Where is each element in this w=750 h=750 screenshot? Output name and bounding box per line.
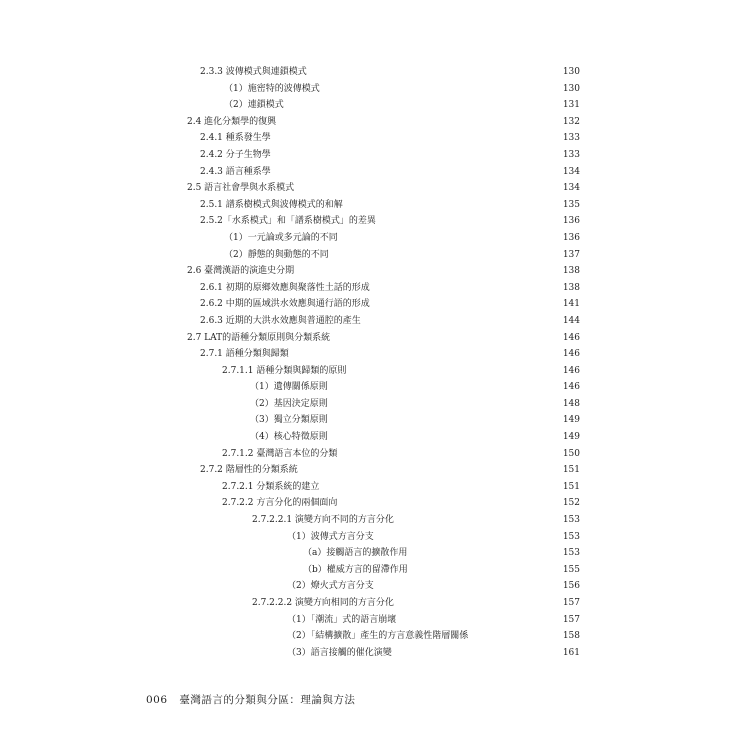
toc-entry-title: （a）接觸語言的擴散作用	[303, 548, 408, 559]
toc-entry	[180, 412, 580, 429]
toc-entry-title: 2.7.1 語種分類與歸類	[200, 349, 289, 360]
toc-entry-page: 136	[562, 216, 580, 227]
toc-entry-title: 2.6 臺灣漢語的演進史分期	[187, 266, 295, 277]
toc-entry-page: 157	[562, 598, 580, 608]
toc-entry-title: （2）「結構擴散」產生的方言意義性階層關係	[287, 631, 469, 642]
toc-entry	[180, 479, 580, 496]
toc-entry-title: 2.7.1.1 語種分類與歸類的原則	[222, 365, 347, 376]
toc-entry-title: 2.4 進化分類學的復興	[187, 116, 277, 127]
toc-entry	[180, 263, 580, 280]
toc-entry-page: 131	[562, 100, 580, 111]
toc-entry	[180, 645, 580, 662]
toc-entry-title: （2）靜態的與動態的不同	[224, 249, 329, 260]
toc-entry	[180, 197, 580, 214]
toc-entry	[180, 230, 580, 247]
toc-entry-page: 146	[562, 365, 580, 376]
toc-entry	[180, 97, 580, 114]
toc-entry	[180, 628, 580, 645]
toc-entry-page: 161	[562, 647, 580, 658]
toc-entry	[180, 379, 580, 396]
toc-entry-title: 2.6.2 中期的區域洪水效應與通行語的形成	[200, 299, 370, 310]
toc-entry-page: 133	[562, 149, 580, 160]
toc-entry-title: 2.3.3 波傳模式與連鎖模式	[200, 67, 307, 77]
toc-entry	[180, 363, 580, 380]
toc-entry-title: （1）一元論或多元論的不同	[224, 232, 338, 243]
toc-entry-page: 132	[562, 116, 580, 127]
toc-entry-page: 157	[562, 614, 580, 625]
toc-entry-title: 2.7.1.2 臺灣語言本位的分類	[222, 448, 338, 459]
toc-entry-page: 144	[562, 315, 580, 326]
toc-entry-title: 2.5.2「水系模式」和「譜系樹模式」的差異	[200, 216, 376, 227]
toc-entry-title: 2.7.2.1 分類系統的建立	[222, 481, 320, 492]
toc-entry-title: 2.4.1 種系發生學	[200, 133, 271, 144]
toc-entry	[180, 164, 580, 181]
toc-entry-page: 137	[562, 249, 580, 260]
toc-entry-page: 134	[562, 166, 580, 177]
toc-entry-title: （3）語言接觸的催化演變	[287, 647, 392, 658]
toc-entry	[180, 446, 580, 463]
toc-entry-page: 149	[562, 415, 580, 426]
toc-entry	[180, 346, 580, 363]
toc-entry	[180, 595, 580, 612]
toc-entry	[180, 612, 580, 629]
toc-entry	[180, 495, 580, 512]
toc-entry	[180, 429, 580, 446]
toc-entry-page: 138	[562, 266, 580, 277]
toc-entry	[180, 562, 580, 579]
toc-entry-page: 153	[562, 515, 580, 526]
toc-entry-title: 2.7 LAT的語種分類原則與分類系統	[187, 332, 331, 343]
toc-entry	[180, 147, 580, 164]
toc-entry	[180, 462, 580, 479]
toc-entry-page: 148	[562, 398, 580, 409]
toc-entry-page: 134	[562, 183, 580, 194]
toc-entry	[180, 64, 580, 81]
toc-entry	[180, 296, 580, 313]
toc-entry-title: （1）施密特的波傳模式	[224, 83, 320, 94]
toc-entry	[180, 180, 580, 197]
toc-entry	[180, 545, 580, 562]
table-of-contents	[180, 64, 580, 661]
toc-entry-page: 133	[562, 133, 580, 144]
page-footer	[146, 692, 355, 707]
toc-entry-page: 153	[562, 531, 580, 542]
footer-page-number: 006	[146, 694, 168, 706]
toc-entry-page: 146	[562, 332, 580, 343]
toc-entry-page: 146	[562, 349, 580, 360]
toc-entry	[180, 512, 580, 529]
toc-entry	[180, 81, 580, 98]
toc-entry-page: 153	[562, 548, 580, 559]
toc-entry-title: （1）「潮流」式的語言崩壞	[287, 614, 397, 625]
toc-entry-page: 135	[562, 199, 580, 210]
toc-entry-title: 2.7.2 階層性的分類系統	[200, 465, 298, 476]
toc-entry-title: （2）基因決定原則	[250, 398, 328, 409]
toc-entry-title: 2.4.3 語言種系學	[200, 166, 271, 177]
toc-entry-title: （2）連鎖模式	[224, 100, 284, 111]
toc-entry-title: 2.7.2.2.2 演變方向相同的方言分化	[252, 598, 394, 608]
toc-entry-title: 2.4.2 分子生物學	[200, 149, 271, 160]
toc-entry-title: 2.7.2.2.1 演變方向不同的方言分化	[252, 515, 394, 526]
toc-entry-title: （1）遺傳關係原則	[250, 382, 328, 393]
toc-entry-page: 141	[562, 299, 580, 310]
toc-entry-title: 2.5.1 譜系樹模式與波傳模式的和解	[200, 199, 343, 210]
toc-entry-title: （4）核心特徵原則	[250, 432, 328, 443]
toc-entry-title: 2.6.1 初期的原鄉效應與聚落性土話的形成	[200, 282, 370, 293]
toc-entry	[180, 529, 580, 546]
toc-entry	[180, 213, 580, 230]
toc-entry-page: 151	[562, 465, 580, 476]
toc-entry	[180, 396, 580, 413]
footer-book-title: 臺灣語言的分類與分區：理論與方法	[179, 694, 356, 706]
toc-entry-page: 146	[562, 382, 580, 393]
toc-entry-title: （1）波傳式方言分支	[287, 531, 374, 542]
toc-entry-page: 149	[562, 432, 580, 443]
toc-entry-page: 158	[562, 631, 580, 642]
toc-entry-page: 151	[562, 481, 580, 492]
toc-entry-title: 2.5 語言社會學與水系模式	[187, 183, 295, 194]
toc-entry	[180, 578, 580, 595]
toc-entry-page: 150	[562, 448, 580, 459]
toc-entry	[180, 130, 580, 147]
toc-entry-title: （2）燎火式方言分支	[287, 581, 374, 592]
toc-entry-page: 156	[562, 581, 580, 592]
toc-entry-page: 136	[562, 232, 580, 243]
toc-entry-page: 130	[562, 83, 580, 94]
toc-entry-title: （3）獨立分類原則	[250, 415, 328, 426]
toc-entry	[180, 247, 580, 264]
toc-entry	[180, 330, 580, 347]
toc-entry-title: （b）權威方言的留滯作用	[303, 564, 408, 575]
toc-entry-title: 2.6.3 近期的大洪水效應與普通腔的產生	[200, 315, 361, 326]
toc-entry-title: 2.7.2.2 方言分化的兩個面向	[222, 498, 338, 509]
toc-entry-page: 138	[562, 282, 580, 293]
toc-entry-page: 155	[562, 564, 580, 575]
toc-entry	[180, 280, 580, 297]
toc-entry	[180, 114, 580, 131]
toc-entry-page: 130	[562, 67, 580, 77]
toc-entry-page: 152	[562, 498, 580, 509]
toc-entry	[180, 313, 580, 330]
